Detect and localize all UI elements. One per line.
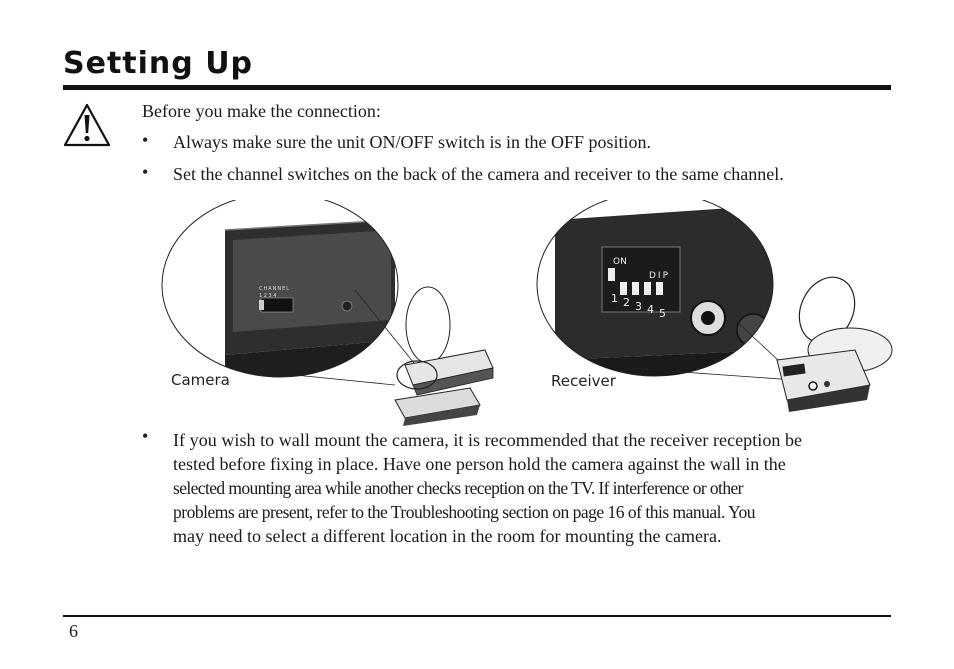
- dip-number: 1: [611, 292, 618, 305]
- bullet-text: Set the channel switches on the back of the camera and receiver to the same channel.: [173, 164, 784, 184]
- dip-number: 4: [647, 303, 654, 316]
- bullet-glyph: •: [142, 426, 149, 446]
- page-number: 6: [69, 621, 78, 641]
- receiver-zoom-view: [535, 200, 785, 390]
- title-rule: [63, 85, 891, 90]
- camera-label: Camera: [171, 371, 230, 389]
- paragraph-line: tested before fixing in place. Have one person hold the camera against the wall in the: [173, 454, 786, 474]
- receiver-on-label: ON: [613, 257, 627, 267]
- intro-text: Before you make the connection:: [142, 101, 381, 121]
- paragraph-line: If you wish to wall mount the camera, it is recommended that the receiver reception be: [173, 430, 803, 450]
- dip-number: 3: [635, 300, 642, 313]
- paragraph-line: selected mounting area while another checks reception on the TV. If interference or other: [173, 478, 743, 498]
- camera-zoom-view: [155, 200, 415, 390]
- paragraph-line: may need to select a different location in the room for mounting the camera.: [173, 526, 722, 546]
- receiver-dip-label: DIP: [649, 271, 671, 281]
- paragraph-line: problems are present, refer to the Troubleshooting section on page 16 of this manual. You: [173, 502, 755, 522]
- bullet-text: Always make sure the unit ON/OFF switch is in the OFF position.: [173, 132, 651, 152]
- camera-switch-numbers: 1 2 3 4: [259, 293, 277, 299]
- footer-rule: [63, 615, 891, 617]
- bullet-glyph: •: [142, 130, 149, 150]
- wall-mount-paragraph: [173, 428, 893, 548]
- dip-number: 2: [623, 296, 630, 309]
- camera-switch-label: CHANNEL: [259, 286, 291, 292]
- warning-triangle-icon: [62, 102, 112, 148]
- page-title: Setting Up: [63, 46, 254, 81]
- receiver-label: Receiver: [551, 372, 616, 390]
- dip-number: 5: [659, 307, 666, 320]
- bullet-glyph: •: [142, 162, 149, 182]
- camera-receiver-illustration: [155, 200, 895, 430]
